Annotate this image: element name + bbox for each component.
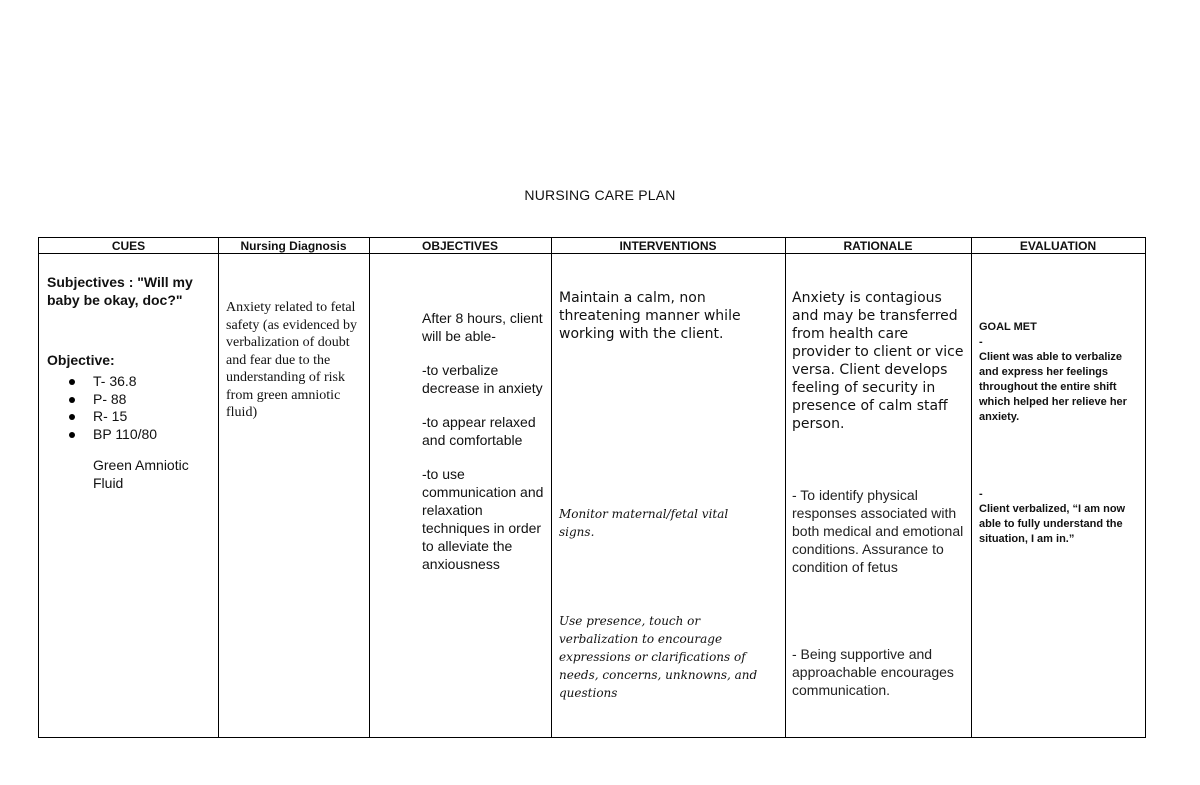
page-title: NURSING CARE PLAN (524, 187, 676, 203)
column-divider (551, 238, 552, 737)
column-divider (971, 238, 972, 737)
header-objectives: OBJECTIVES (421, 239, 499, 253)
header-interventions: INTERVENTIONS (619, 239, 717, 253)
header-evaluation: EVALUATION (1019, 239, 1097, 253)
evaluation-dash: - (979, 336, 983, 348)
vital-pulse: P- 88 (69, 391, 213, 409)
objective-label: Objective: (47, 352, 115, 368)
objectives-cell (422, 309, 547, 589)
header-diagnosis: Nursing Diagnosis (240, 239, 347, 253)
evaluation-text-2: Client verbalized, “I am now able to fully understand the situation, I am in.” (979, 503, 1126, 545)
vital-blood-pressure: BP 110/80 (69, 426, 213, 444)
rationale-supportive: - Being supportive and approachable encourages communication. (792, 646, 954, 698)
rationale-vital-signs: - To identify physical responses associated with both medical and emotional conditions. Assurance to condition of fetus (792, 487, 964, 575)
intervention-main: Maintain a calm, non threatening manner while working with the client. (559, 290, 741, 342)
goal-met-label: GOAL MET (979, 321, 1037, 333)
care-plan-table (38, 237, 1146, 738)
evaluation-dash: - (979, 488, 983, 500)
objective-item: -to use communication and relaxation techniques in order to alleviate the anxiousness (422, 466, 544, 572)
column-divider (369, 238, 370, 737)
intervention-monitor: Monitor maternal/fetal vital signs. (559, 507, 729, 539)
header-cues: CUES (111, 239, 146, 253)
column-divider (785, 238, 786, 737)
cues-cell (47, 273, 213, 492)
objective-item: -to verbalize decrease in anxiety (422, 362, 543, 396)
vital-temperature: T- 36.8 (69, 373, 213, 391)
objectives-lead: After 8 hours, client will be able- (422, 310, 543, 344)
green-amniotic-fluid-cue: Green Amniotic Fluid (93, 457, 189, 491)
rationale-main: Anxiety is contagious and may be transferred from health care provider to client or vice versa. Client develops feeling of security in presence of calm staff person. (792, 290, 964, 432)
vital-respiration: R- 15 (69, 408, 213, 426)
evaluation-text-1: Client was able to verbalize and express her feelings throughout the entire shift which helped her relieve her anxiety. (979, 351, 1127, 423)
vitals-list (47, 373, 213, 443)
subjective-cue: Subjectives : "Will my baby be okay, doc?" (47, 274, 193, 308)
intervention-presence: Use presence, touch or verbalization to encourage expressions or clarifications of needs, concerns, unknowns, and questions (559, 614, 758, 700)
header-rationale: RATIONALE (843, 239, 913, 253)
objective-item: -to appear relaxed and comfortable (422, 414, 536, 448)
evaluation-cell (979, 320, 1144, 547)
diagnosis-text: Anxiety related to fetal safety (as evidenced by verbalization of doubt and fear due to the understanding of risk from green amniotic fluid) (226, 300, 357, 420)
column-divider (218, 238, 219, 737)
